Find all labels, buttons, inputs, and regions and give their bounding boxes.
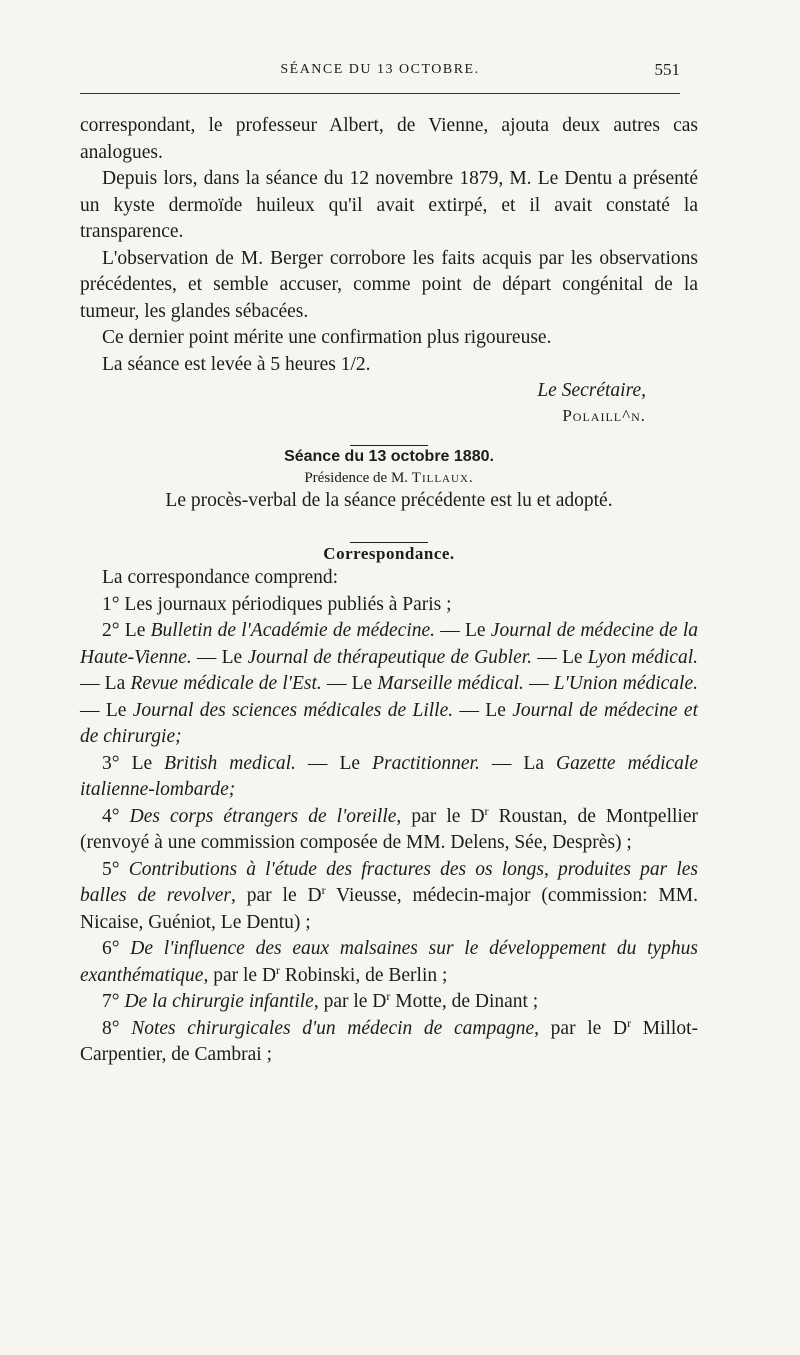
president-name: Tillaux. <box>411 469 474 486</box>
correspondance-item-2 <box>80 618 698 751</box>
item-text: — Le <box>295 752 373 774</box>
item-text: Motte, de Dinant ; <box>390 991 539 1012</box>
presidence-label: Présidence de M. <box>304 469 409 486</box>
journal-title: British medical. <box>164 752 296 774</box>
paragraph-continuation: correspondant, le professeur Albert, de Vienne, ajouta deux autres cas analogues. <box>80 115 698 163</box>
work-title: Notes chirurgicales d'un médecin de campagne <box>131 1017 535 1039</box>
correspondance-item-4 <box>80 804 698 857</box>
item-text: — Le <box>532 646 588 668</box>
journal-title: Gazette médicale italienne-lombarde; <box>80 752 698 800</box>
item-text: — La <box>80 673 131 694</box>
item-text: 6° <box>102 938 131 959</box>
item-text: 7° <box>102 991 125 1012</box>
paragraph-seance-levee: La séance est levée à 5 heures 1/2. <box>102 353 371 375</box>
paragraph-confirmation: Ce dernier point mérite une confirmation plus rigoureuse. <box>102 327 552 348</box>
correspondance-item-6 <box>80 936 698 989</box>
journal-title: Revue médicale de l'Est. <box>130 673 322 694</box>
running-title: SÉANCE DU 13 OCTOBRE. <box>280 62 480 77</box>
item-text: 4° <box>102 805 130 827</box>
paragraph-le-dentu: Depuis lors, dans la séance du 12 novembre 1879, M. Le Dentu a présenté un kyste dermoïde huileux qu'il avait extirpé, et il avait constaté la transparence. <box>80 168 698 242</box>
item-text: , par le D <box>313 991 387 1012</box>
item-text: , par le D <box>396 805 485 827</box>
item-text: , par le D <box>203 964 277 986</box>
proces-verbal: Le procès-verbal de la séance précédente est lu et adopté. <box>165 489 613 511</box>
journal-title: Journal des sciences médicales de Lille. <box>132 699 454 721</box>
item-text: — Le <box>321 673 378 694</box>
page-header <box>80 62 680 84</box>
journal-title: Marseille médical. <box>377 673 524 694</box>
journal-title: Journal de médecine de la Haute-Vienne. <box>80 620 698 668</box>
item-text: 5° <box>102 858 129 880</box>
signature-title: Le Secrétaire, <box>537 380 646 401</box>
signature-name: Polaill^n. <box>562 405 646 425</box>
journal-title: Lyon médical. <box>587 646 698 668</box>
correspondance-intro: La correspondance comprend: <box>102 567 339 588</box>
work-title: Des corps étrangers de l'oreille <box>129 805 397 827</box>
superscript: r <box>386 989 391 1003</box>
work-title: De la chirurgie infantile <box>124 991 314 1012</box>
item-text: — Le <box>80 699 133 721</box>
journal-title: Journal de thérapeutique de Gubler. <box>247 646 533 668</box>
session-title: Séance du 13 octobre 1880. <box>284 447 494 465</box>
item-text: , par le D <box>534 1017 628 1039</box>
work-title: Contributions à l'étude des fractures des os longs, produites par les balles de revolver <box>80 858 698 906</box>
paragraph-berger: L'observation de M. Berger corrobore les faits acquis par les observations précédentes, et semble accuser, comme point de départ congénital de la tumeur, les glandes sébacées. <box>80 247 698 322</box>
superscript: r <box>627 1015 632 1030</box>
superscript: r <box>484 803 489 818</box>
page-number: 551 <box>654 60 680 79</box>
correspondance-heading: Correspondance. <box>323 544 455 563</box>
item-text: 2° Le <box>102 620 151 641</box>
item-text: — <box>523 673 554 694</box>
item-text: — Le <box>453 699 513 721</box>
item-text: , par le D <box>231 885 322 906</box>
journal-title: Journal de médecine et de chirurgie; <box>80 699 699 747</box>
item-text: — La <box>479 752 557 774</box>
correspondance-item-3 <box>80 751 698 804</box>
item-text: 8° <box>102 1017 132 1039</box>
item-text: — Le <box>435 620 491 641</box>
journal-title: Practitionner. <box>372 752 480 774</box>
item-text: — Le <box>191 646 248 668</box>
item-text: 3° Le <box>102 752 165 774</box>
page-body <box>80 113 698 1069</box>
item-text: Robinski, de Berlin ; <box>280 964 448 986</box>
superscript: r <box>321 883 326 897</box>
correspondance-item-8 <box>80 1016 698 1069</box>
item-text: Millot-Carpentier, de Cambrai ; <box>80 1017 698 1065</box>
item-text: Roustan, de Montpellier (renvoyé à une commission composée de MM. Delens, Sée, Desprès) ; <box>80 805 698 853</box>
presidence-line <box>80 468 698 488</box>
correspondance-item-5 <box>80 857 698 937</box>
superscript: r <box>276 962 281 977</box>
journal-title: Bulletin de l'Académie de médecine. <box>150 620 436 641</box>
work-title: De l'influence des eaux malsaines sur le développement du typhus exanthématique <box>80 938 698 986</box>
correspondance-item-1: 1° Les journaux périodiques publiés à Paris ; <box>102 593 452 615</box>
correspondance-item-7 <box>80 989 698 1016</box>
header-rule <box>80 93 680 94</box>
item-text: Vieusse, médecin-major (commission: MM. Nicaise, Guéniot, Le Dentu) ; <box>80 885 698 933</box>
journal-title: L'Union médicale. <box>553 673 699 694</box>
